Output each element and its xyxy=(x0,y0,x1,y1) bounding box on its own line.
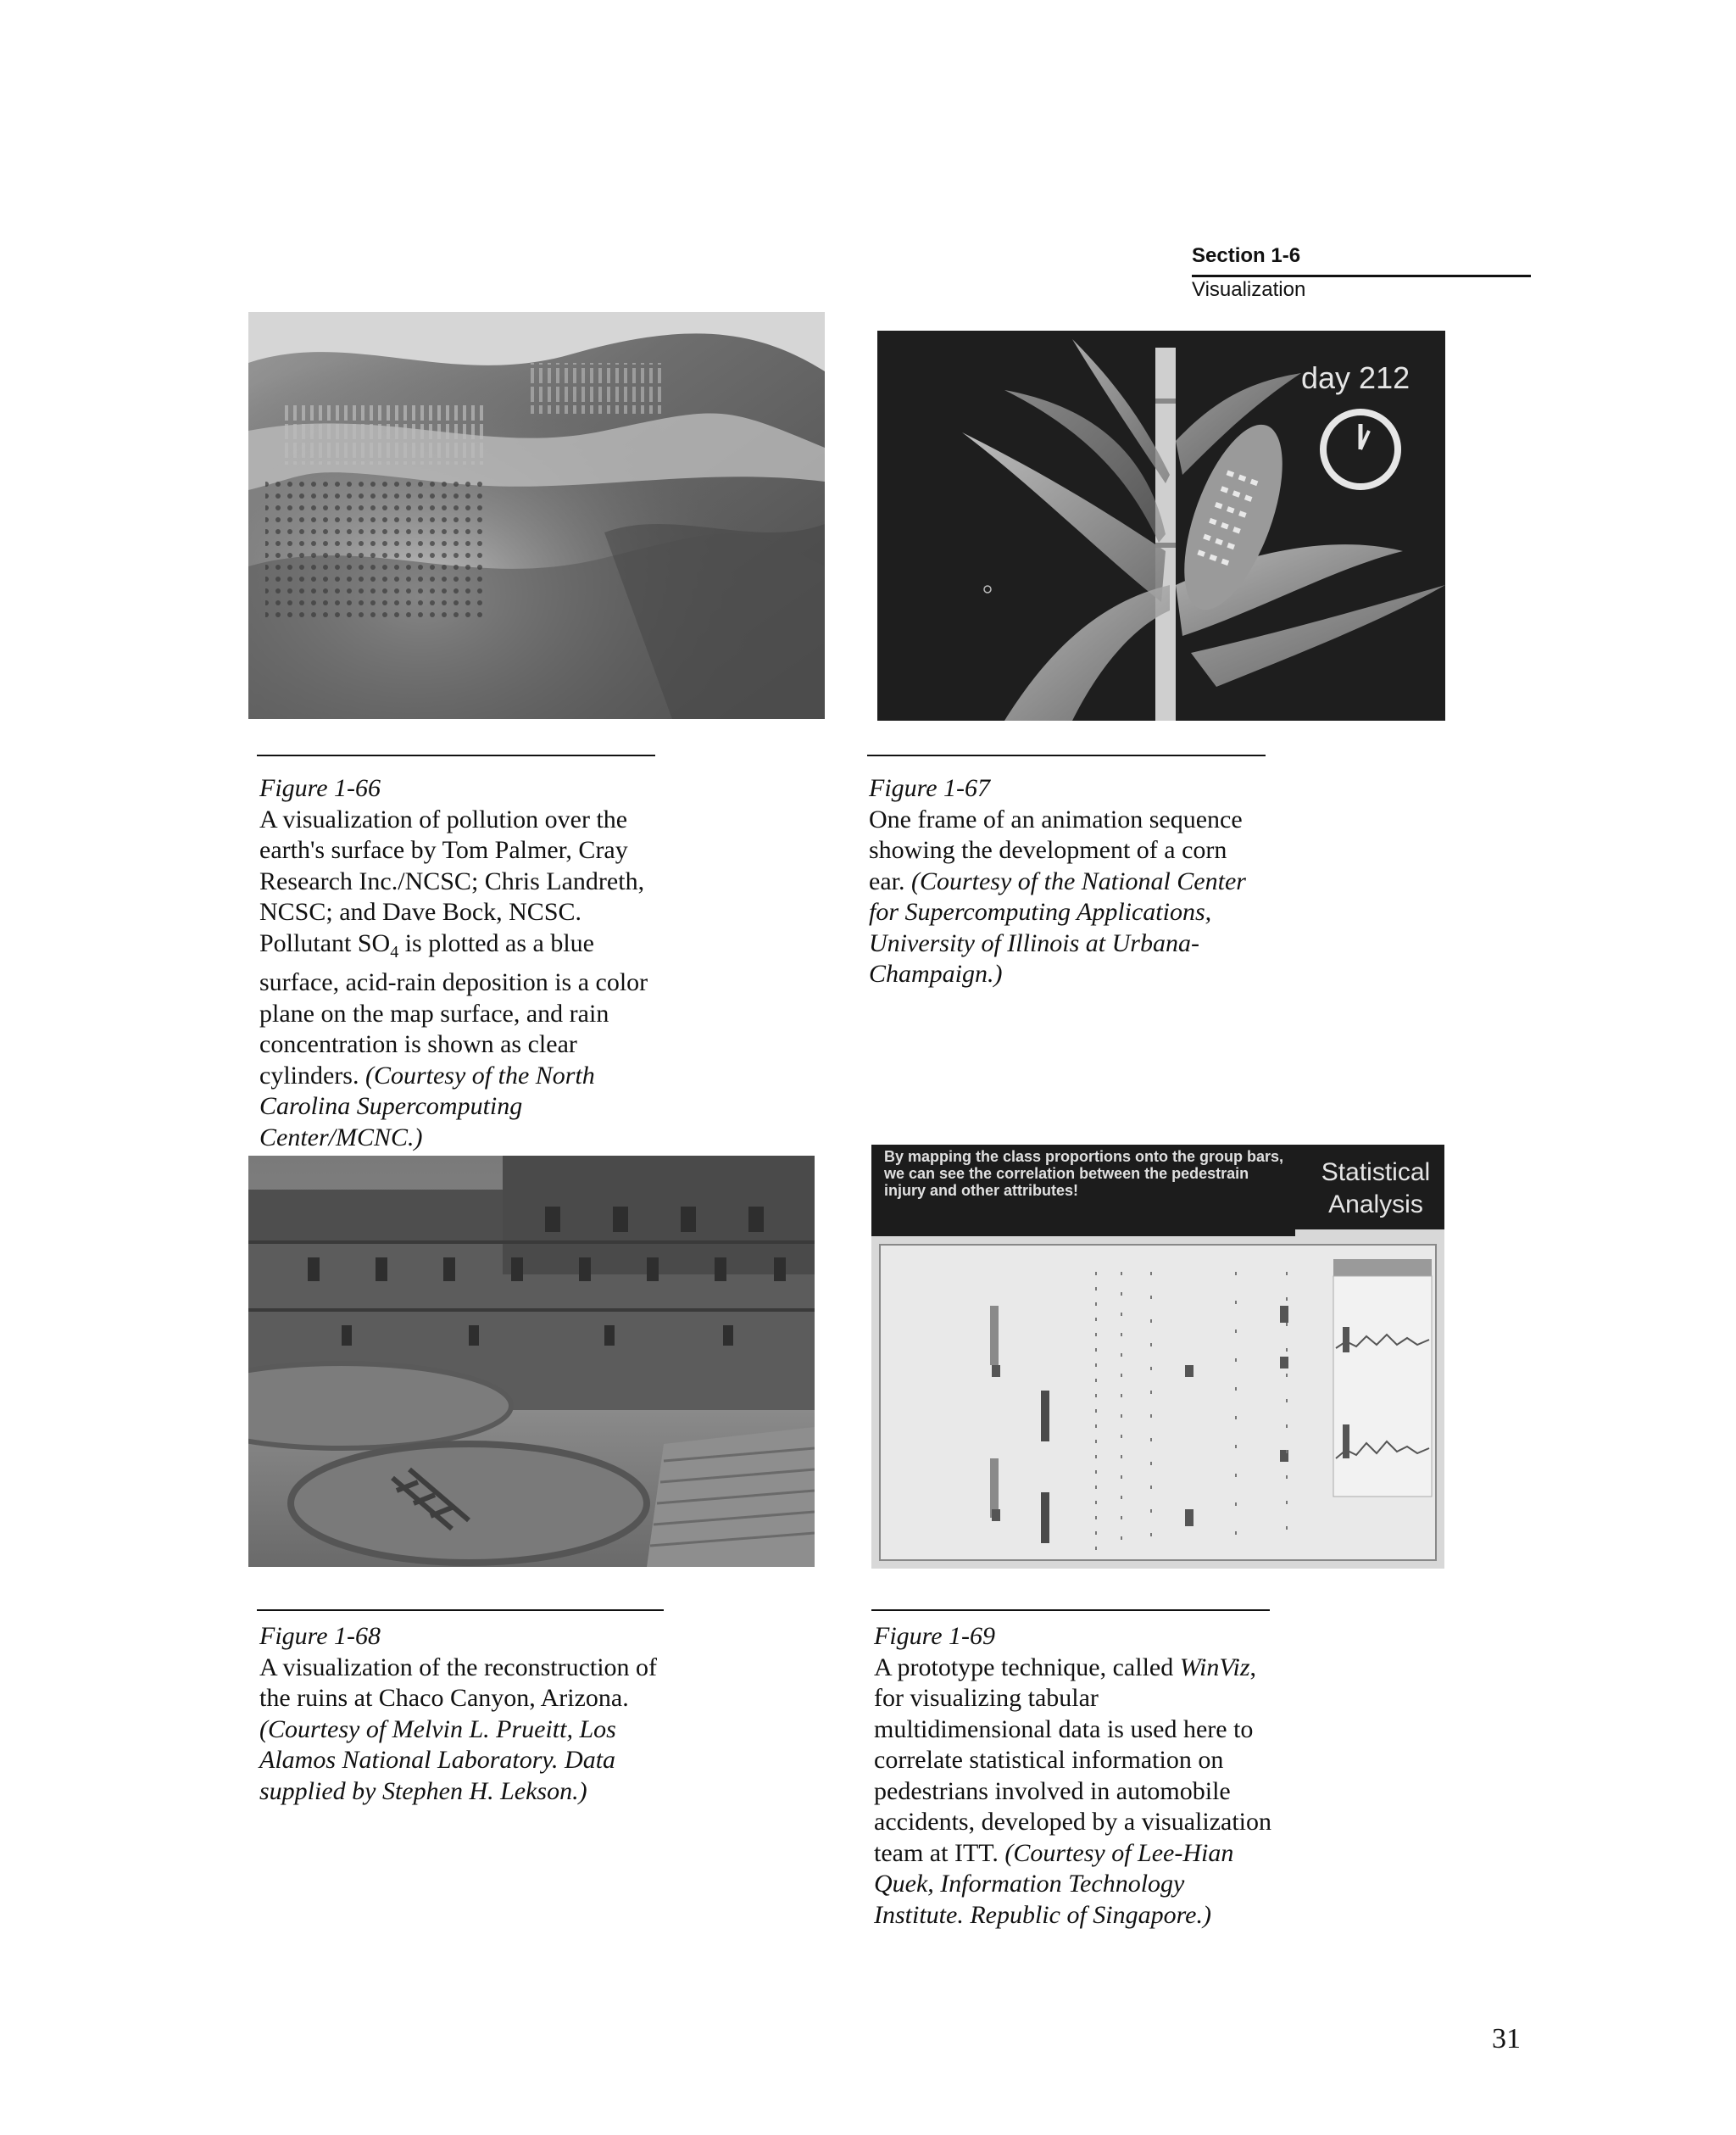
caption-rule-1-66 xyxy=(257,755,655,756)
caption-credit: (Courtesy of Lee-Hian Quek, Information Technology Institute. Republic of Singapore.) xyxy=(874,1838,1234,1929)
caption-credit: (Courtesy of the National Center for Supercomputing Applications, University of Illinois at Urbana-Champaign.) xyxy=(869,867,1246,988)
caption-text-continued: , for visualizing tabular multidimensional data is used here to correlate statistical information on pedestrians involved in automobile accidents, developed by a visualization team at ITT. xyxy=(874,1653,1271,1867)
figure-1-69-image xyxy=(871,1145,1444,1569)
header-rule xyxy=(1192,275,1531,277)
caption-subscript: 4 xyxy=(390,942,399,962)
figure-1-67-image xyxy=(877,331,1445,721)
running-header xyxy=(1192,244,1531,302)
figure-1-68-image xyxy=(248,1156,815,1567)
caption-credit: (Courtesy of Melvin L. Prueitt, Los Alamos National Laboratory. Data supplied by Stephen H. Lekson.) xyxy=(259,1714,616,1805)
figure-1-68-caption xyxy=(259,1621,666,1807)
figure-1-67-caption xyxy=(869,773,1267,990)
caption-credit: (Courtesy of the North Carolina Supercomputing Center/MCNC.) xyxy=(259,1061,595,1151)
caption-text: A visualization of the reconstruction of the ruins at Chaco Canyon, Arizona. xyxy=(259,1653,658,1712)
caption-text: A prototype technique, called xyxy=(874,1653,1180,1681)
figure-number: Figure 1-66 xyxy=(259,774,381,802)
day-counter-label: day 212 xyxy=(1301,360,1410,395)
figure-number: Figure 1-68 xyxy=(259,1622,381,1650)
caption-rule-1-68 xyxy=(257,1609,664,1611)
figure-1-66-image xyxy=(248,312,825,719)
caption-rule-1-69 xyxy=(871,1609,1270,1611)
kiva-circle xyxy=(291,1444,647,1563)
figure-number: Figure 1-67 xyxy=(869,774,991,802)
page-number: 31 xyxy=(1492,2023,1521,2054)
caption-rule-1-67 xyxy=(867,755,1266,756)
kiva-circle xyxy=(248,1363,511,1448)
section-topic: Visualization xyxy=(1192,278,1306,301)
caption-text: A visualization of pollution over the earth's surface by Tom Palmer, Cray Research Inc./NCSC; Chris Landreth, NCSC; and Dave Bock, NCSC. Pollutant SO xyxy=(259,805,645,957)
analysis-title: Analysis xyxy=(1328,1190,1423,1218)
caption-text-continued: is plotted as a blue surface, acid-rain deposition is a color plane on the map surface, and rain concentration is shown as clear cylinders. xyxy=(259,928,648,1090)
section-label: Section 1-6 xyxy=(1192,244,1301,267)
figure-number: Figure 1-69 xyxy=(874,1622,996,1650)
caption-italic-term: WinViz xyxy=(1179,1653,1250,1681)
caption-text: One frame of an animation sequence showing the development of a corn ear. xyxy=(869,805,1243,895)
winviz-overlay-text: By mapping the class proportions onto the group bars, we can see the correlation between the pedestrain injury and other attributes! xyxy=(884,1148,1284,1199)
figure-1-66-caption xyxy=(259,773,658,1153)
figure-1-69-caption xyxy=(874,1621,1277,1931)
statistical-title: Statistical xyxy=(1321,1158,1431,1186)
